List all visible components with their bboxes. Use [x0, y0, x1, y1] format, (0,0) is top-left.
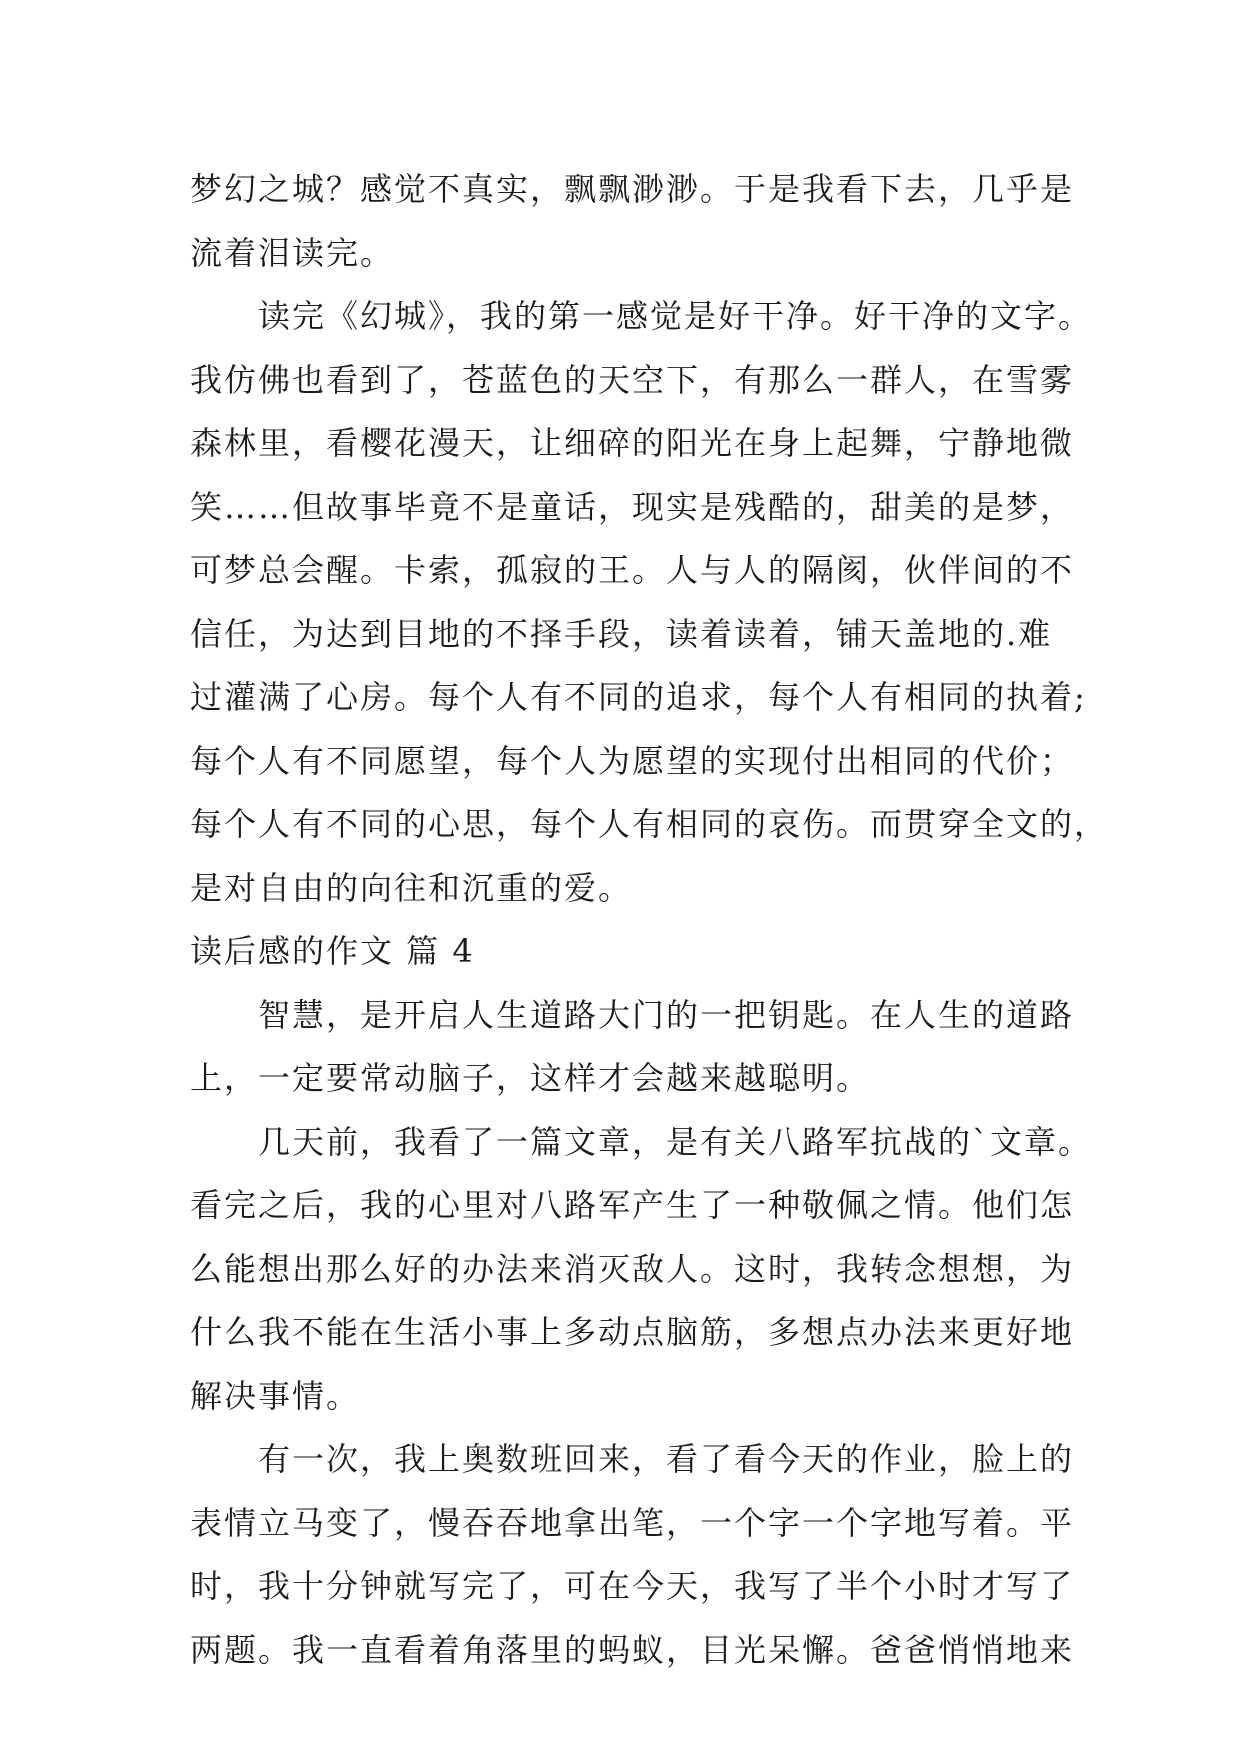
text-line: 智慧，是开启人生道路大门的一把钥匙。在人生的道路: [258, 995, 1075, 1034]
text-line: 有一次，我上奥数班回来，看了看今天的作业，脸上的: [258, 1440, 1075, 1478]
text-line: 我仿佛也看到了，苍蓝色的天空下，有那么一群人，在雪雾: [190, 360, 1075, 399]
text-line: 流着泪读完。: [190, 233, 395, 272]
text-line: 是对自由的向往和沉重的爱。: [190, 868, 633, 907]
text-line: 笑……但故事毕竟不是童话，现实是残酷的，甜美的是梦，: [190, 487, 1075, 526]
text-line: 时，我十分钟就写完了，可在今天，我写了半个小时才写了: [190, 1567, 1075, 1605]
text-line: 森林里，看樱花漫天，让细碎的阳光在身上起舞，宁静地微: [190, 424, 1075, 462]
text-line: 每个人有不同的心思，每个人有相同的哀伤。而贯穿全文的，: [190, 805, 1109, 843]
text-line: 么能想出那么好的办法来消灭敌人。这时，我转念想想，为: [190, 1249, 1075, 1288]
text-line: 表情立马变了，慢吞吞地拿出笔，一个字一个字地写着。平: [190, 1503, 1075, 1542]
text-line: 上，一定要常动脑子，这样才会越来越聪明。: [190, 1059, 871, 1097]
text-line: 过灌满了心房。每个人有不同的追求，每个人有相同的执着;: [190, 678, 1087, 716]
text-line: 读完《幻城》，我的第一感觉是好干净。好干净的文字。: [258, 297, 1093, 335]
text-line: 每个人有不同愿望，每个人为愿望的实现付出相同的代价；: [190, 741, 1075, 780]
text-line: 看完之后，我的心里对八路军产生了一种敬佩之情。他们怎: [190, 1186, 1075, 1224]
text-line: 可梦总会醒。卡索，孤寂的王。人与人的隔阂，伙伴间的不: [190, 551, 1075, 589]
text-line: 两题。我一直看着角落里的蚂蚁，目光呆懈。爸爸悄悄地来: [190, 1630, 1075, 1669]
document-body: [190, 158, 1109, 1682]
text-line: 解决事情。: [190, 1376, 361, 1415]
text-line: 梦幻之城？感觉不真实，飘飘渺渺。于是我看下去，几乎是: [190, 170, 1075, 208]
text-line: 读后感的作文 篇 4: [190, 932, 475, 970]
text-line: 信任，为达到目地的不择手段，读着读着，铺天盖地的.难: [190, 614, 1053, 653]
text-line: 几天前，我看了一篇文章，是有关八路军抗战的`文章。: [258, 1122, 1093, 1161]
text-line: 什么我不能在生活小事上多动点脑筋，多想点办法来更好地: [190, 1313, 1075, 1351]
